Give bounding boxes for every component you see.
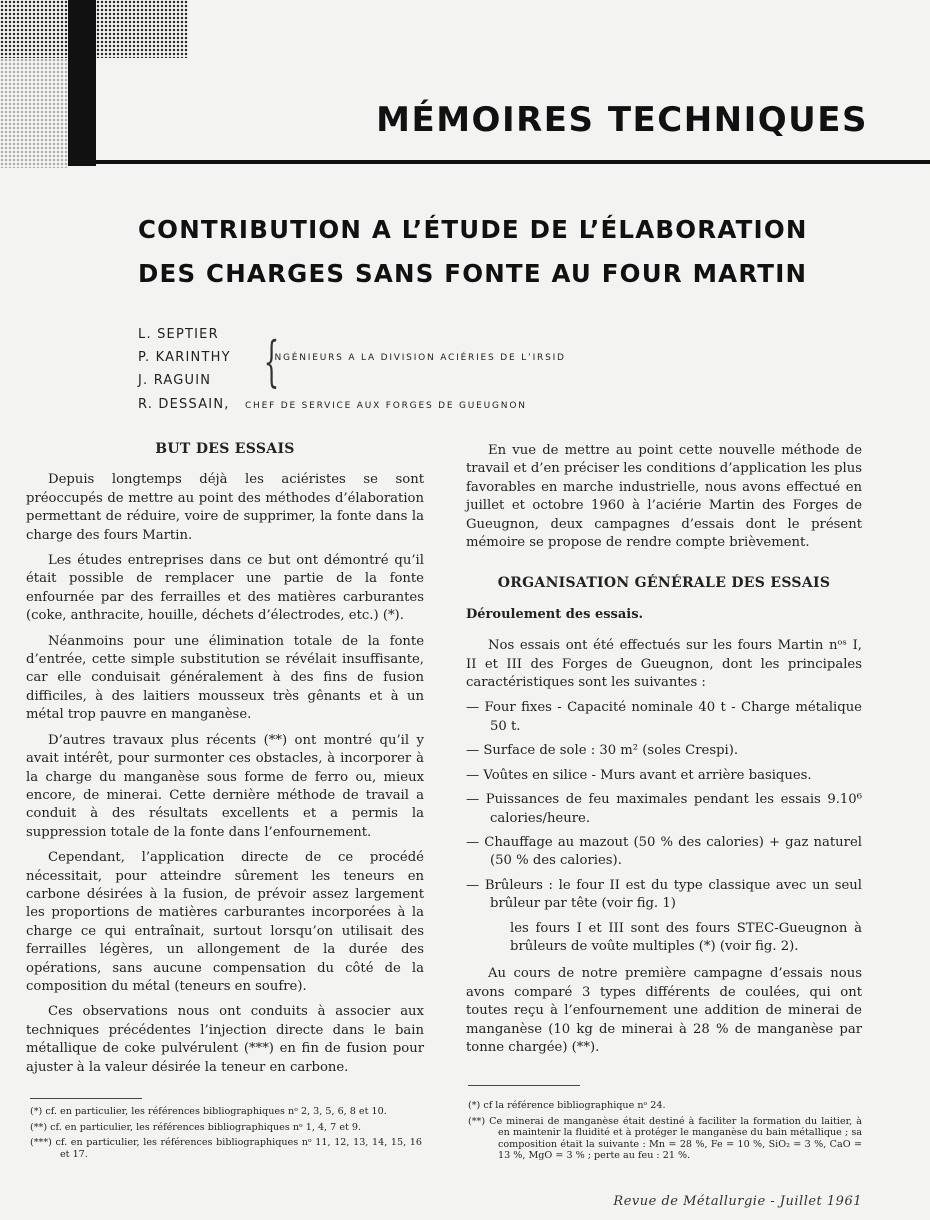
footnote: (***) cf. en particulier, les références bibliographiques nᵒ 11, 12, 13, 14, 15, 16 et 17. (30, 1137, 422, 1160)
author-group-affiliation: INGÉNIEURS A LA DIVISION ACIÉRIES DE L’IRSID (270, 353, 566, 363)
author-1: L. SEPTIER (138, 327, 219, 342)
furnace-characteristics-list (466, 699, 862, 913)
paragraph: Depuis longtemps déjà les aciéristes se sont préoccupés de mettre au point des méthodes d’élaboration permettant de réduire, voire de supprimer, la fonte dans la charge des fours Martin. (26, 472, 424, 543)
author-2: P. KARINTHY (138, 350, 231, 365)
list-item: — Chauffage au mazout (50 % des calories) + gaz naturel (50 % des calories). (466, 834, 862, 869)
journal-footer: Revue de Métallurgie - Juillet 1961 (613, 1194, 862, 1209)
header-rule (68, 160, 930, 164)
paragraph: Les études entreprises dans ce but ont démontré qu’il était possible de remplacer une partie de la fonte enfournée par des ferrailles et des matières carburantes (coke, anthracite, houille, déchets d’électrodes, etc.) (*). (26, 553, 424, 624)
heading-organisation: ORGANISATION GÉNÉRALE DES ESSAIS (497, 575, 831, 592)
article-title-line-2: DES CHARGES SANS FONTE AU FOUR MARTIN (138, 259, 808, 288)
halftone-pattern-lower (0, 58, 68, 168)
author-brace: { (263, 330, 280, 393)
paragraph: Néanmoins pour une élimination totale de la fonte d’entrée, cette simple substitution se révélait insuffisante, car elle conduisait généralement à des fins de fusion difficiles, à des laitiers mousseux très gênants et à un métal trop pauvre en manganèse. (26, 633, 424, 723)
author-3: J. RAGUIN (138, 373, 212, 388)
heading-but-des-essais: BUT DES ESSAIS (155, 441, 295, 457)
footnote-rule-right (468, 1085, 580, 1086)
header-vertical-bar (68, 0, 96, 166)
section-title: MÉMOIRES TECHNIQUES (376, 100, 868, 140)
footnote: (**) Ce minerai de manganèse était destiné à faciliter la formation du laitier, à en maintenir la fluidité et à protéger le manganèse du bain métallique ; sa composition était la suivante : Mn = 28 %, Fe = 10 %, SiO₂ = 3 %, CaO = 13 %, MgO = 3 % ; perte au feu : 21 %. (468, 1115, 862, 1161)
paragraph: En vue de mettre au point cette nouvelle méthode de travail et d’en préciser les conditions d’application les plus favorables en marche industrielle, nous avons effectué en juillet et octobre 1960 à l’aciérie Martin des Forges de Gueugnon, deux campagnes d’essais dont le présent mémoire se propose de rendre compte brièvement. (466, 443, 862, 551)
list-item: — Puissances de feu maximales pendant les essais 9.10⁶ calories/heure. (466, 792, 862, 826)
footnote: (*) cf la référence bibliographique nᵒ 24. (468, 1100, 666, 1111)
left-column (26, 440, 424, 1084)
footnotes-left (30, 1106, 422, 1164)
author-4-affiliation: CHEF DE SERVICE AUX FORGES DE GUEUGNON (244, 401, 527, 411)
right-column (466, 442, 862, 1064)
footnote: (**) cf. en particulier, les références bibliographiques nᵒ 1, 4, 7 et 9. (30, 1121, 362, 1133)
author-4-name: R. DESSAIN, (138, 397, 230, 412)
paragraph: Au cours de notre première campagne d’essais nous avons comparé 3 types différents de coulées, qui ont toutes reçu à l’enfournement une addition de minerai de manganèse (10 kg de minerai à 28 % de manganèse par tonne chargée) (**). (466, 966, 862, 1055)
paragraph: D’autres travaux plus récents (**) ont montré qu’il y avait intérêt, pour surmonter ces obstacles, à incorporer à la charge du manganèse sous forme de ferro ou, mieux encore, de minerai. Cette dernière méthode de travail a conduit à des résultats excellents et a permis la suppression totale de la fonte dans l’enfournement. (26, 732, 424, 840)
article-title (138, 208, 868, 296)
list-item: — Surface de sole : 30 m² (soles Crespi). (466, 743, 739, 759)
list-item: — Brûleurs : le four II est du type classique avec un seul brûleur par tête (voir fig. 1) (466, 877, 862, 912)
paragraph: Ces observations nous ont conduits à associer aux techniques précédentes l’injection directe dans le bain métallique de coke pulvérulent (***) en fin de fusion pour ajuster à la valeur désirée la teneur en carbone. (26, 1004, 424, 1075)
footnote-rule-left (30, 1098, 142, 1099)
subheading-deroulement: Déroulement des essais. (466, 606, 644, 622)
author-4 (138, 397, 527, 412)
list-item: — Voûtes en silice - Murs avant et arrière basiques. (466, 767, 812, 783)
footnotes-right (468, 1100, 862, 1166)
paragraph: Cependant, l’application directe de ce procédé nécessitait, pour atteindre sûrement les teneurs en carbone désirées à la fusion, de prévoir assez largement les proportions de matières carburantes incorporées à la charge ce qui entraînait, surtout lorsqu’on utilisait des ferrailles légères, un allongement de la durée des opérations, sans aucune compensation du côté de la composition du métal (teneurs en soufre). (26, 850, 424, 994)
list-subparagraph: les fours I et III sont des fours STEC-Gueugnon à brûleurs de voûte multiples (*) (voir fig. 2). (510, 920, 862, 954)
footnote: (*) cf. en particulier, les références bibliographiques nᵒ 2, 3, 5, 6, 8 et 10. (30, 1106, 387, 1117)
article-title-line-1: CONTRIBUTION A L’ÉTUDE DE L’ÉLABORATION (138, 215, 808, 244)
list-item: — Four fixes - Capacité nominale 40 t - Charge métalique 50 t. (466, 700, 862, 734)
paragraph: Nos essais ont été effectués sur les fours Martin nᵒˢ I, II et III des Forges de Gueugnon, dont les principales caractéristiques sont les suivantes : (466, 638, 862, 691)
